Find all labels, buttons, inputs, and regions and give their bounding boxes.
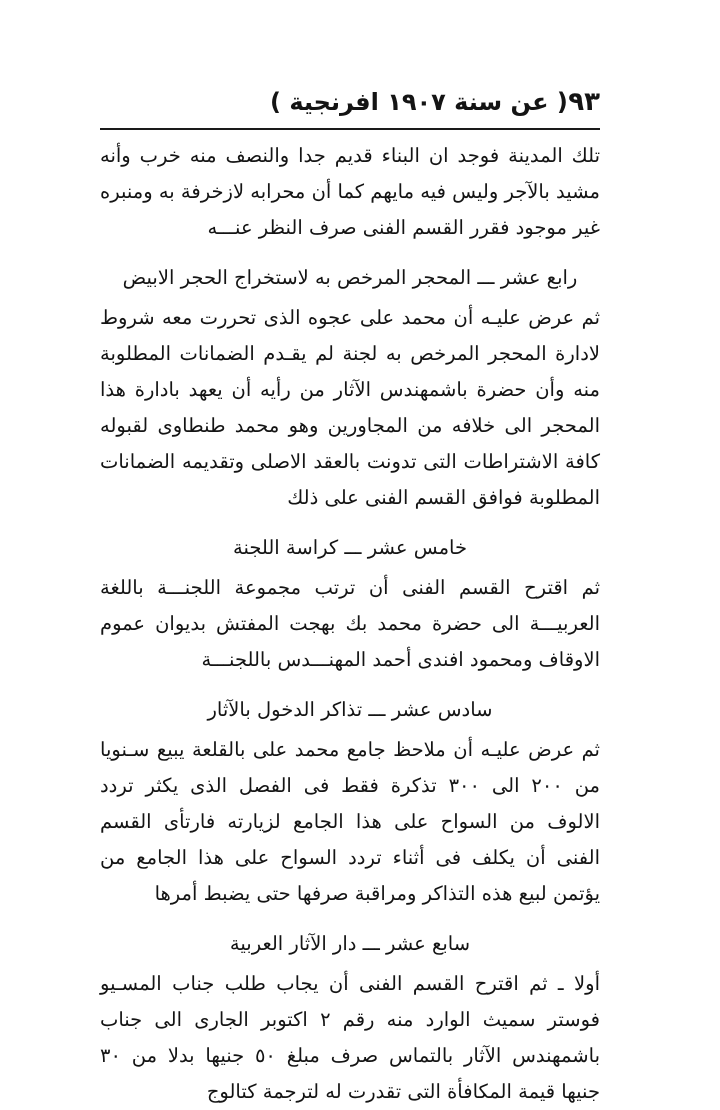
paragraph-16: ثم عرض عليـه أن ملاحظ جامع محمد على بالقلعة يبيع سـنويا من ٢٠٠ الى ٣٠٠ تذكرة فقط فى الفصل الذى يكثر تردد الالوف من السواح على هذا الجامع لزيارته فارتأى القسم الفنى أن يكلف فى أثناء تردد السواح على هذا الجامع من يؤتمن لبيع هذه التذاكر ومراقبة صرفها حتى يضبط أمرها: [100, 738, 600, 905]
paragraph-15: ثم اقترح القسم الفنى أن ترتب مجموعة اللجنـــة باللغة العربيـــة الى حضرة محمد بك بهجت المفتش بديوان عموم الاوقاف ومحمود افندى أحمد المهنـــدس باللجنـــة: [100, 576, 600, 671]
header-rule: [100, 128, 600, 130]
section-heading-14: رابع عشر ـــ المحجر المرخص به لاستخراج الحجر الابيض: [122, 266, 578, 289]
running-head: ( عن سنة ١٩٠٧ افرنجية ): [270, 88, 568, 116]
section-heading-17: سابع عشر ـــ دار الآثار العربية: [229, 932, 471, 955]
paragraph-intro: تلك المدينة فوجد ان البناء قديم جدا والنصف منه خرب وأنه مشيد بالآجر وليس فيه مايهم كما أن محرابه لازخرفة به ومنبره غير موجود فقرر القسم الفنى صرف النظر عنـــه: [100, 144, 600, 239]
page-number: ٩٣: [568, 87, 600, 117]
page-header: [100, 84, 600, 124]
section-heading-16: سادس عشر ـــ تذاكر الدخول بالآثار: [207, 698, 493, 721]
section-heading-15: خامس عشر ـــ كراسة اللجنة: [232, 536, 468, 559]
body-text: [100, 138, 600, 1110]
paragraph-17: أولا ـ ثم اقترح القسم الفنى أن يجاب طلب جناب المسـيو فوستر سميث الوارد منه رقم ٢ اكتوبر الجارى الى جناب باشمهندس الآثار بالتماس صرف مبلغ ٥٠ جنيها بدلا من ٣٠ جنيها قيمة المكافأة التى تقدرت له لترجمة كتالوج: [100, 972, 601, 1103]
paragraph-14: ثم عرض عليـه أن محمد على عجوه الذى تحررت معه شروط لادارة المحجر المرخص به لجنة لم يقـدم الضمانات المطلوبة منه وأن حضرة باشمهندس الآثار من رأيه أن يعهد بادارة هذا المحجر الى خلافه من المجاورين وهو محمد طنطاوى لقبوله كافة الاشتراطات التى تدونت بالعقد الاصلى وتقديمه الضمانات المطلوبة فوافق القسم الفنى على ذلك: [100, 306, 600, 509]
